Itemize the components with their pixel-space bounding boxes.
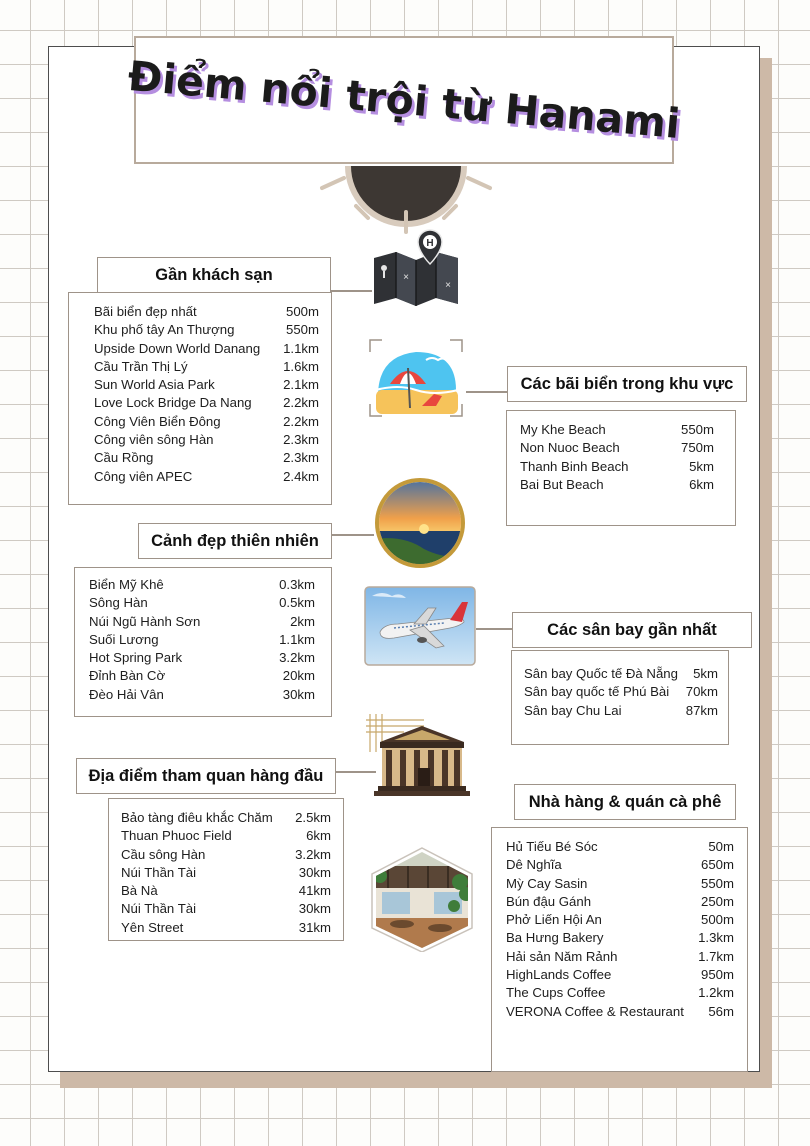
list-item: Công viên sông Hàn 2.3km [94, 432, 319, 448]
list-item: Bà Nà 41km [121, 883, 331, 899]
list-item: Núi Thần Tài 30km [121, 864, 331, 880]
restaurants-list [506, 838, 734, 1021]
airports-list [524, 665, 718, 720]
list-item: Công Viên Biển Đông 2.2km [94, 413, 319, 429]
near-hotel-heading: Gần khách sạn [97, 257, 331, 293]
list-item: Bai But Beach 6km [520, 476, 714, 492]
list-item: Non Nuoc Beach 750m [520, 440, 714, 456]
list-item: Hải sản Năm Rảnh 1.7km [506, 948, 734, 964]
list-item: Sân bay quốc tế Phú Bài 70km [524, 684, 718, 700]
list-item: Sân bay Quốc tế Đà Nẵng 5km [524, 666, 718, 681]
list-item: Biển Mỹ Khê 0.3km [89, 577, 315, 592]
list-item: Upside Down World Danang 1.1km [94, 340, 319, 356]
list-item: The Cups Coffee 1.2km [506, 985, 734, 1001]
list-item: HighLands Coffee 950m [506, 967, 734, 983]
page-title: Điểm nổi trội từ Hanami [126, 51, 682, 149]
list-item: Sông Hàn 0.5km [89, 595, 315, 611]
list-item: VERONA Coffee & Restaurant 56m [506, 1003, 734, 1019]
beaches-heading: Các bãi biển trong khu vực [507, 366, 747, 402]
airports-heading: Các sân bay gần nhất [512, 612, 752, 648]
nature-list [89, 576, 315, 704]
beach-umbrella-icon [368, 338, 464, 418]
list-item: Núi Thần Tài 30km [121, 901, 331, 917]
list-item: Hot Spring Park 3.2km [89, 650, 315, 666]
list-item: Phở Liến Hội An 500m [506, 912, 734, 928]
restaurants-list-box [491, 827, 748, 1072]
beaches-list [520, 421, 714, 494]
list-item: Núi Ngũ Hành Sơn 2km [89, 613, 315, 629]
map-pin-icon [370, 228, 462, 308]
svg-text:×: × [403, 272, 409, 283]
connector-line [476, 628, 512, 630]
connector-line [466, 391, 508, 393]
list-item: Love Lock Bridge Da Nang 2.2km [94, 395, 319, 411]
airplane-photo [364, 586, 476, 666]
near-hotel-list-box [68, 292, 332, 505]
list-item: Khu phố tây An Thượng 550m [94, 322, 319, 338]
sunset-photo [374, 477, 466, 569]
cafe-interior-photo [368, 846, 476, 952]
nature-list-box [74, 567, 332, 717]
list-item: Công viên APEC 2.4km [94, 468, 319, 484]
list-item: Bảo tàng điêu khắc Chăm 2.5km [121, 810, 331, 825]
airports-list-box [511, 650, 729, 745]
list-item: Bãi biển đẹp nhất 500m [94, 304, 319, 319]
attractions-list-box [108, 798, 344, 941]
list-item: Cầu sông Hàn 3.2km [121, 846, 331, 862]
near-hotel-list [94, 303, 319, 486]
list-item: Thanh Binh Beach 5km [520, 458, 714, 474]
list-item: Suối Lương 1.1km [89, 631, 315, 647]
attractions-heading: Địa điểm tham quan hàng đầu [76, 758, 336, 794]
list-item: Đèo Hải Vân 30km [89, 686, 315, 702]
list-item: Bún đậu Gánh 250m [506, 893, 734, 909]
list-item: Sân bay Chu Lai 87km [524, 702, 718, 718]
svg-text:H: H [426, 238, 434, 249]
list-item: Cầu Rồng 2.3km [94, 450, 319, 466]
list-item: Ba Hưng Bakery 1.3km [506, 930, 734, 946]
list-item: My Khe Beach 550m [520, 422, 714, 437]
beaches-list-box [506, 410, 736, 526]
list-item: Cầu Trần Thị Lý 1.6km [94, 358, 319, 374]
attractions-list [121, 809, 331, 937]
list-item: Hủ Tiếu Bé Sóc 50m [506, 839, 734, 854]
list-item: Thuan Phuoc Field 6km [121, 828, 331, 844]
list-item: Dê Nghĩa 650m [506, 857, 734, 873]
list-item: Yên Street 31km [121, 919, 331, 935]
list-item: Mỳ Cay Sasin 550m [506, 875, 734, 891]
museum-building-icon [364, 712, 476, 798]
nature-heading: Cảnh đẹp thiên nhiên [138, 523, 332, 559]
list-item: Đỉnh Bàn Cờ 20km [89, 668, 315, 684]
list-item: Sun World Asia Park 2.1km [94, 377, 319, 393]
connector-line [330, 290, 372, 292]
connector-line [332, 534, 374, 536]
restaurants-heading: Nhà hàng & quán cà phê [514, 784, 736, 820]
svg-text:×: × [445, 280, 451, 291]
